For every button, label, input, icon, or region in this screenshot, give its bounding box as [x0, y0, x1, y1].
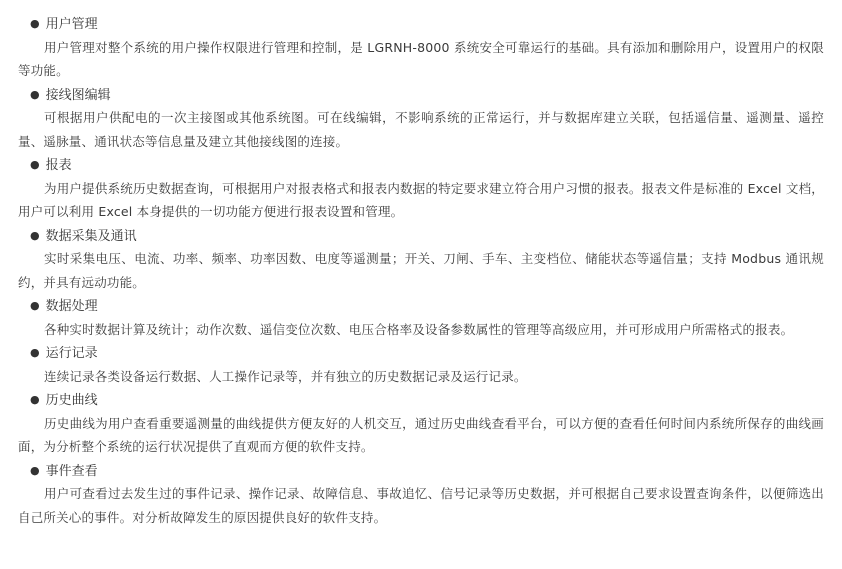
- section-body: 历史曲线为用户查看重要遥测量的曲线提供方便友好的人机交互，通过历史曲线查看平台，可以方便的查看任何时间内系统所保存的曲线画面，为分析整个系统的运行状况提供了直观而方便的软件支持。: [18, 415, 824, 454]
- section-title: 报表: [45, 158, 72, 173]
- section-title: 事件查看: [45, 463, 98, 479]
- section-title: 用户管理: [45, 17, 98, 32]
- section-user-management: [18, 12, 824, 83]
- section-title: 数据处理: [45, 299, 98, 314]
- section-heading: [18, 294, 824, 318]
- section-wiring-diagram-editing: [18, 83, 824, 154]
- section-body: 为用户提供系统历史数据查询，可根据用户对报表格式和报表内数据的特定要求建立符合用户习惯的报表。报表文件是标准的 Excel 文档，用户可以利用 Excel 本身提供的一切功能方便进行报表设置和管理。: [18, 180, 824, 219]
- bullet-icon: ●: [30, 158, 40, 171]
- section-data-acquisition: [18, 224, 824, 295]
- section-title: 数据采集及通讯: [45, 228, 137, 244]
- section-body: 可根据用户供配电的一次主接图或其他系统图。可在线编辑，不影响系统的正常运行，并与数据库建立关联，包括遥信量、遥测量、遥控量、遥脉量、通讯状态等信息量及建立其他接线图的连接。: [18, 110, 824, 149]
- section-event-viewing: [18, 459, 824, 530]
- bullet-icon: ●: [30, 463, 40, 477]
- section-title: 接线图编辑: [45, 87, 111, 103]
- section-heading: [18, 388, 824, 412]
- bullet-icon: ●: [30, 87, 40, 101]
- section-history-curves: [18, 388, 824, 459]
- section-heading: [18, 459, 824, 483]
- section-heading: [18, 12, 824, 36]
- section-body: 实时采集电压、电流、功率、频率、功率因数、电度等遥测量；开关、刀闸、手车、主变档位、储能状态等遥信量；支持 Modbus 通讯规约，并具有远动功能。: [18, 251, 824, 290]
- section-body: 连续记录各类设备运行数据、人工操作记录等，并有独立的历史数据记录及运行记录。: [44, 368, 527, 384]
- bullet-icon: ●: [30, 346, 40, 359]
- bullet-icon: ●: [30, 228, 40, 242]
- section-body: 各种实时数据计算及统计；动作次数、遥信变位次数、电压合格率及设备参数属性的管理等高级应用，并可形成用户所需格式的报表。: [44, 321, 794, 337]
- section-heading: [18, 153, 824, 177]
- section-heading: [18, 83, 824, 107]
- bullet-icon: ●: [30, 393, 40, 406]
- section-data-processing: [18, 294, 824, 341]
- section-title: 历史曲线: [45, 393, 98, 408]
- section-body: 用户管理对整个系统的用户操作权限进行管理和控制，是 LGRNH-8000 系统安全可靠运行的基础。具有添加和删除用户，设置用户的权限等功能。: [18, 39, 824, 78]
- section-reports: [18, 153, 824, 224]
- section-title: 运行记录: [45, 346, 98, 361]
- section-body: 用户可查看过去发生过的事件记录、操作记录、故障信息、事故追忆、信号记录等历史数据，并可根据自己要求设置查询条件，以便筛选出自己所关心的事件。对分析故障发生的原因提供良好的软件支持。: [18, 486, 824, 525]
- section-heading: [18, 224, 824, 248]
- section-operation-records: [18, 341, 824, 388]
- section-heading: [18, 341, 824, 365]
- bullet-icon: ●: [30, 17, 40, 30]
- bullet-icon: ●: [30, 299, 40, 312]
